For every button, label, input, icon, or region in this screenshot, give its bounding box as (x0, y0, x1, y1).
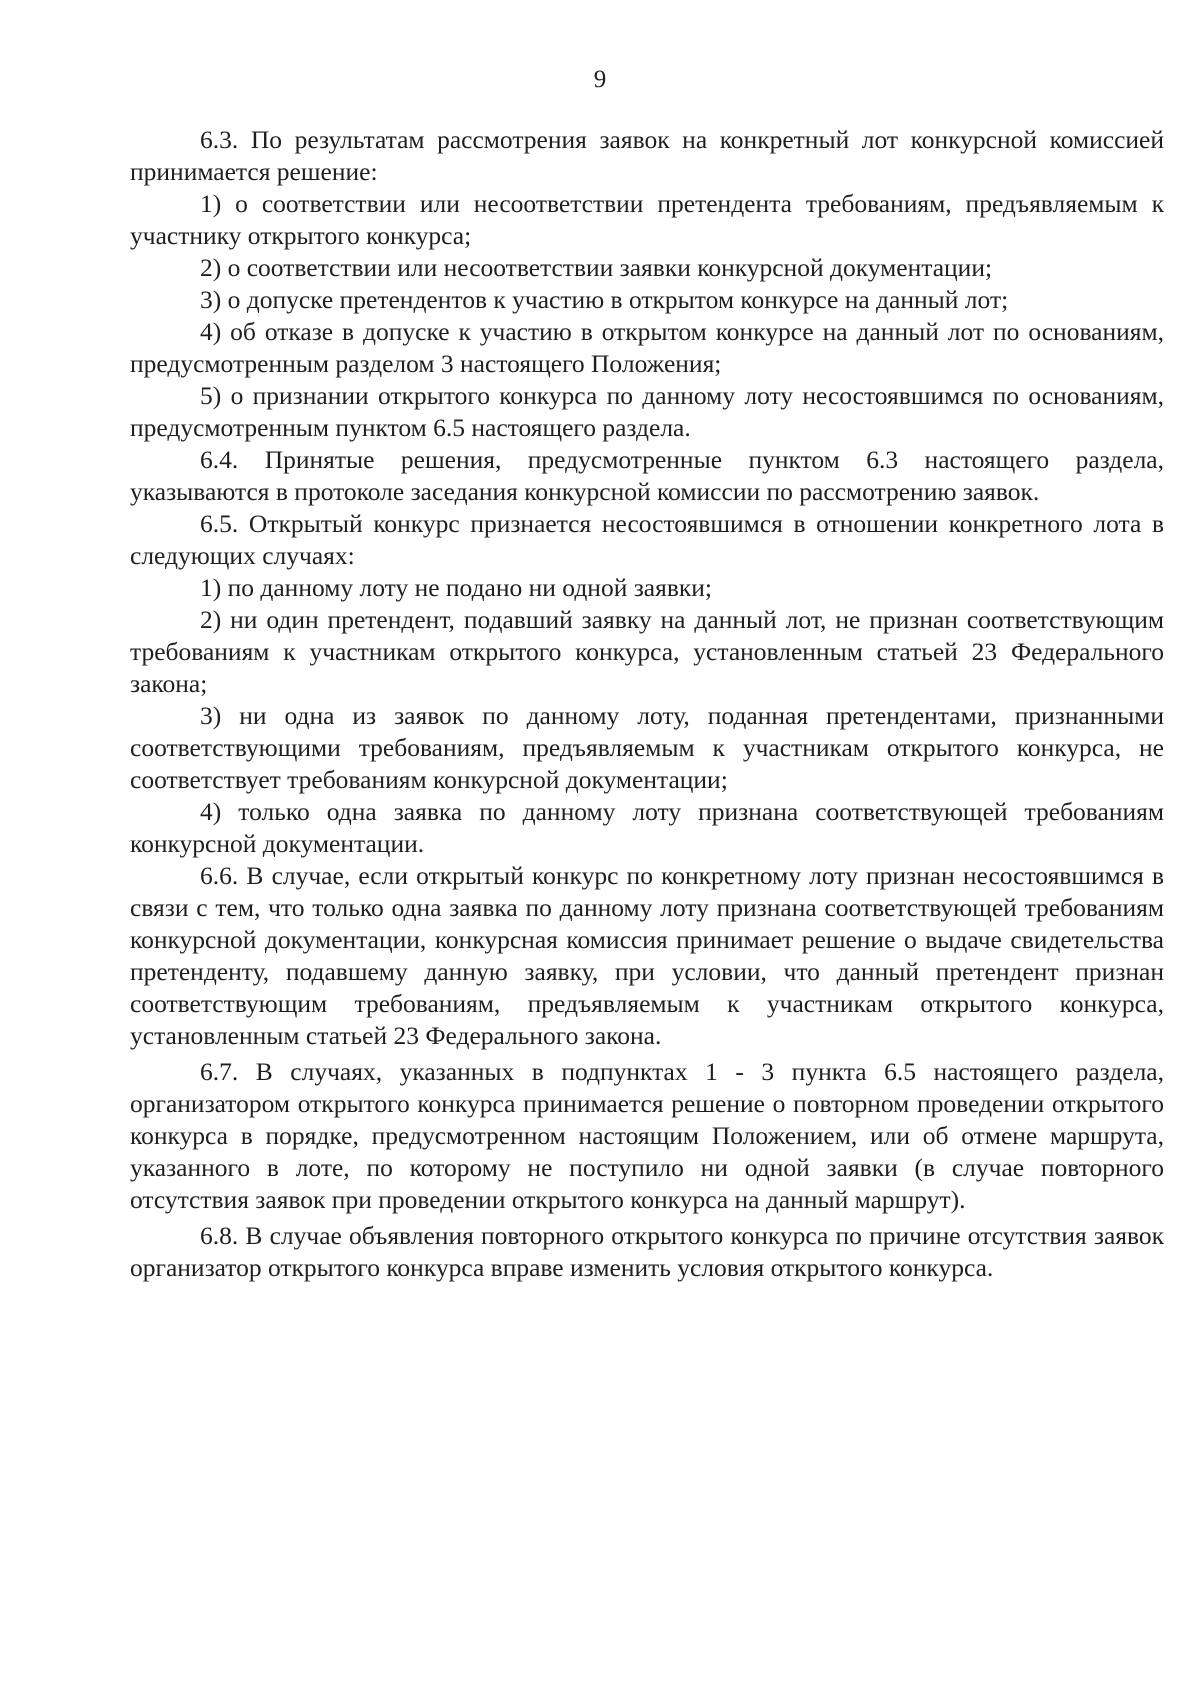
list-item-6-5-4: 4) только одна заявка по данному лоту признана соответствующей требованиям конкурсной документации. (130, 797, 1164, 858)
paragraph-6-5: 6.5. Открытый конкурс признается несостоявшимся в отношении конкретного лота в следующих случаях: (130, 509, 1164, 570)
paragraph-6-8: 6.8. В случае объявления повторного открытого конкурса по причине отсутствия заявок организатор открытого конкурса вправе изменить условия открытого конкурса. (130, 1221, 1164, 1282)
list-item-6-3-4: 4) об отказе в допуске к участию в открытом конкурсе на данный лот по основаниям, предусмотренным разделом 3 настоящего Положения; (130, 317, 1164, 378)
paragraph-6-3: 6.3. По результатам рассмотрения заявок на конкретный лот конкурсной комиссией принимается решение: (130, 125, 1164, 186)
list-item-6-3-5: 5) о признании открытого конкурса по данному лоту несостоявшимся по основаниям, предусмотренным пунктом 6.5 настоящего раздела. (130, 381, 1164, 442)
paragraph-6-6: 6.6. В случае, если открытый конкурс по конкретному лоту признан несостоявшимся в связи с тем, что только одна заявка по данному лоту признана соответствующей требованиям конкурсной документации, конкурсная комиссия принимает решение о выдаче свидетельства претенденту, подавшему данную заявку, при условии, что данный претендент признан соответствующим требованиям, предъявляемым к участникам открытого конкурса, установленным статьей 23 Федерального закона. (130, 861, 1164, 1050)
page-number: 9 (593, 66, 607, 93)
list-item-6-3-3: 3) о допуске претендентов к участию в открытом конкурсе на данный лот; (200, 285, 1009, 314)
paragraph-6-7: 6.7. В случаях, указанных в подпунктах 1 - 3 пункта 6.5 настоящего раздела, организатором открытого конкурса принимается решение о повторном проведении открытого конкурса в порядке, предусмотренном настоящим Положением, или об отмене маршрута, указанного в лоте, по которому не поступило ни одной заявки (в случае повторного отсутствия заявок при проведении открытого конкурса на данный маршрут). (130, 1057, 1164, 1214)
list-item-6-3-2: 2) о соответствии или несоответствии заявки конкурсной документации; (200, 253, 993, 282)
list-item-6-5-3: 3) ни одна из заявок по данному лоту, поданная претендентами, признанными соответствующими требованиям, предъявляемым к участникам открытого конкурса, не соответствует требованиям конкурсной документации; (130, 701, 1164, 794)
list-item-6-5-1: 1) по данному лоту не подано ни одной заявки; (200, 573, 712, 602)
document-body (130, 124, 1164, 1284)
list-item-6-5-2: 2) ни один претендент, подавший заявку на данный лот, не признан соответствующим требованиям к участникам открытого конкурса, установленным статьей 23 Федерального закона; (130, 605, 1164, 698)
paragraph-6-4: 6.4. Принятые решения, предусмотренные пунктом 6.3 настоящего раздела, указываются в протоколе заседания конкурсной комиссии по рассмотрению заявок. (130, 445, 1164, 506)
list-item-6-3-1: 1) о соответствии или несоответствии претендента требованиям, предъявляемым к участнику открытого конкурса; (130, 189, 1164, 250)
